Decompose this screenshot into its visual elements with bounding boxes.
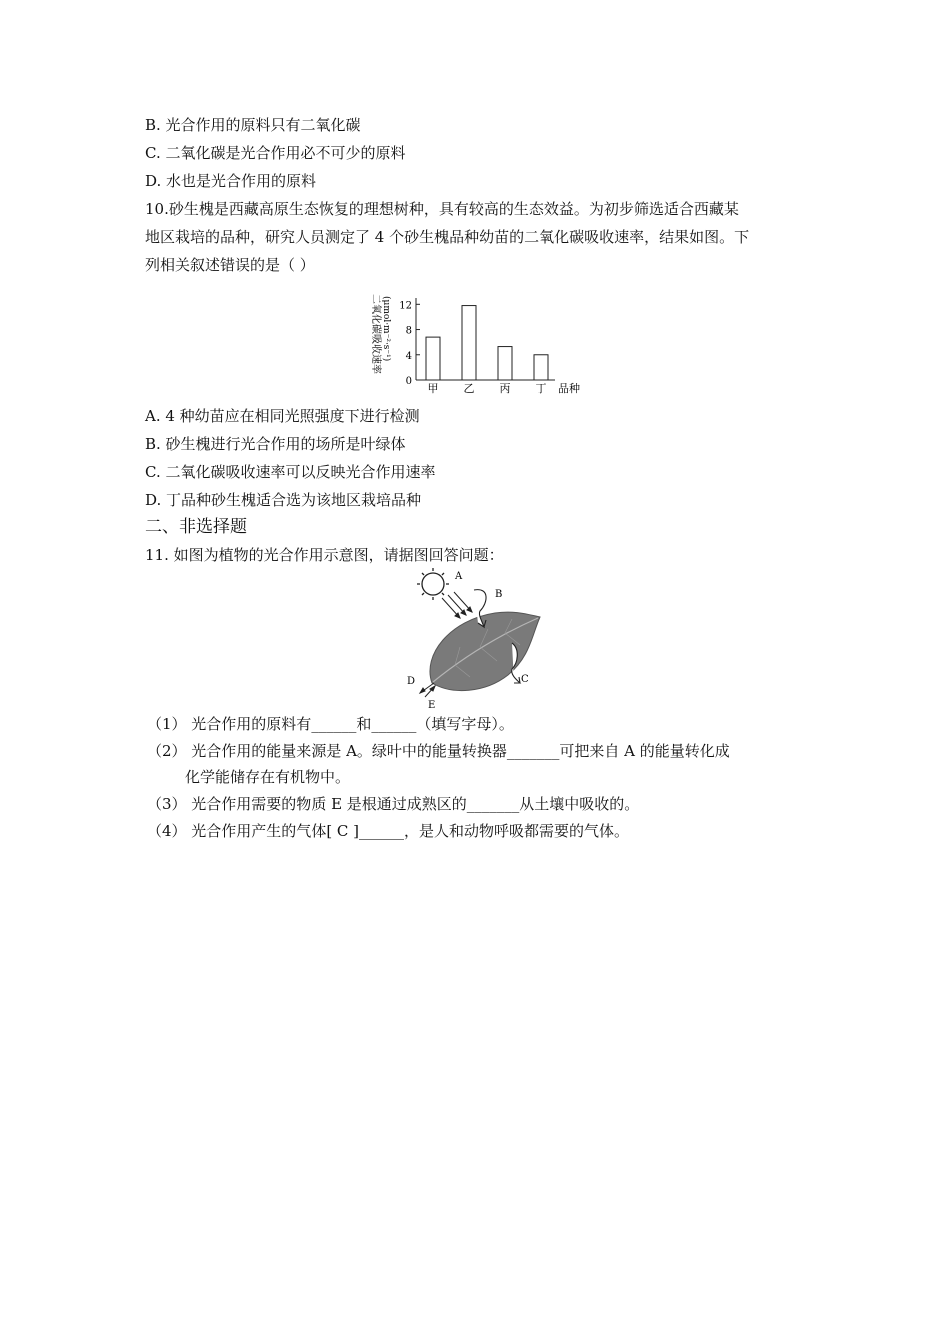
photosynthesis-diagram (400, 565, 550, 713)
y-tick-label: 0 (405, 376, 412, 387)
label-a: A (455, 571, 463, 582)
bar-甲 (426, 337, 440, 380)
bar-丁 (534, 355, 548, 380)
y-tick-label: 4 (405, 350, 412, 362)
q11-stem: 11. 如图为植物的光合作用示意图，请据图回答问题： (145, 546, 504, 564)
chart-yunit: (μmol·m⁻²·s⁻¹) (381, 296, 391, 362)
q9-option-b: B. 光合作用的原料只有二氧化碳 (145, 116, 361, 134)
q10-option-c: C. 二氧化碳吸收速率可以反映光合作用速率 (145, 463, 436, 481)
q11-part-4: （4） 光合作用产生的气体[ C ]______，是人和动物呼吸都需要的气体。 (147, 822, 630, 840)
q9-option-c: C. 二氧化碳是光合作用必不可少的原料 (145, 144, 406, 162)
y-tick-label: 12 (399, 300, 412, 312)
category-label: 丁 (535, 382, 547, 395)
q10-stem-line-3: 列相关叙述错误的是（ ） (145, 256, 315, 274)
q10-option-b: B. 砂生槐进行光合作用的场所是叶绿体 (145, 435, 406, 453)
q11-part-2: （2） 光合作用的能量来源是 A。绿叶中的能量转换器_______可把来自 A 的能量转化成 (147, 742, 730, 760)
q11-part-3: （3） 光合作用需要的物质 E 是根通过成熟区的_______从土壤中吸收的。 (147, 795, 640, 813)
chart-ylabel: 二氧化碳吸收速率 (370, 294, 381, 374)
label-e: E (428, 700, 436, 711)
q11-part-2-cont: 化学能储存在有机物中。 (185, 768, 351, 786)
sun-icon (417, 568, 449, 600)
label-c: C (521, 674, 529, 685)
q11-part-1: （1） 光合作用的原料有______和______（填写字母）。 (147, 715, 514, 733)
arrow-e (425, 686, 435, 697)
y-tick-label: 8 (405, 325, 412, 337)
label-b: B (495, 589, 503, 600)
q10-option-d: D. 丁品种砂生槐适合选为该地区栽培品种 (145, 491, 422, 509)
chart-xlabel: 品种 (558, 382, 580, 395)
section-title: 二、非选择题 (145, 517, 247, 537)
q9-option-d: D. 水也是光合作用的原料 (145, 172, 317, 190)
q10-stem-line-1: 10.砂生槐是西藏高原生态恢复的理想树种，具有较高的生态效益。为初步筛选适合西藏某 (145, 200, 739, 218)
q10-option-a: A. 4 种幼苗应在相同光照强度下进行检测 (145, 407, 420, 425)
category-label: 甲 (427, 382, 439, 395)
q10-stem-line-2: 地区栽培的品种，研究人员测定了 4 个砂生槐品种幼苗的二氧化碳吸收速率，结果如图。下 (145, 228, 750, 246)
light-arrows (442, 592, 472, 618)
category-label: 丙 (499, 382, 511, 395)
bar-乙 (462, 306, 476, 380)
co2-absorption-bar-chart (360, 284, 595, 402)
label-d: D (407, 676, 416, 687)
category-label: 乙 (463, 382, 475, 395)
bar-丙 (498, 347, 512, 380)
